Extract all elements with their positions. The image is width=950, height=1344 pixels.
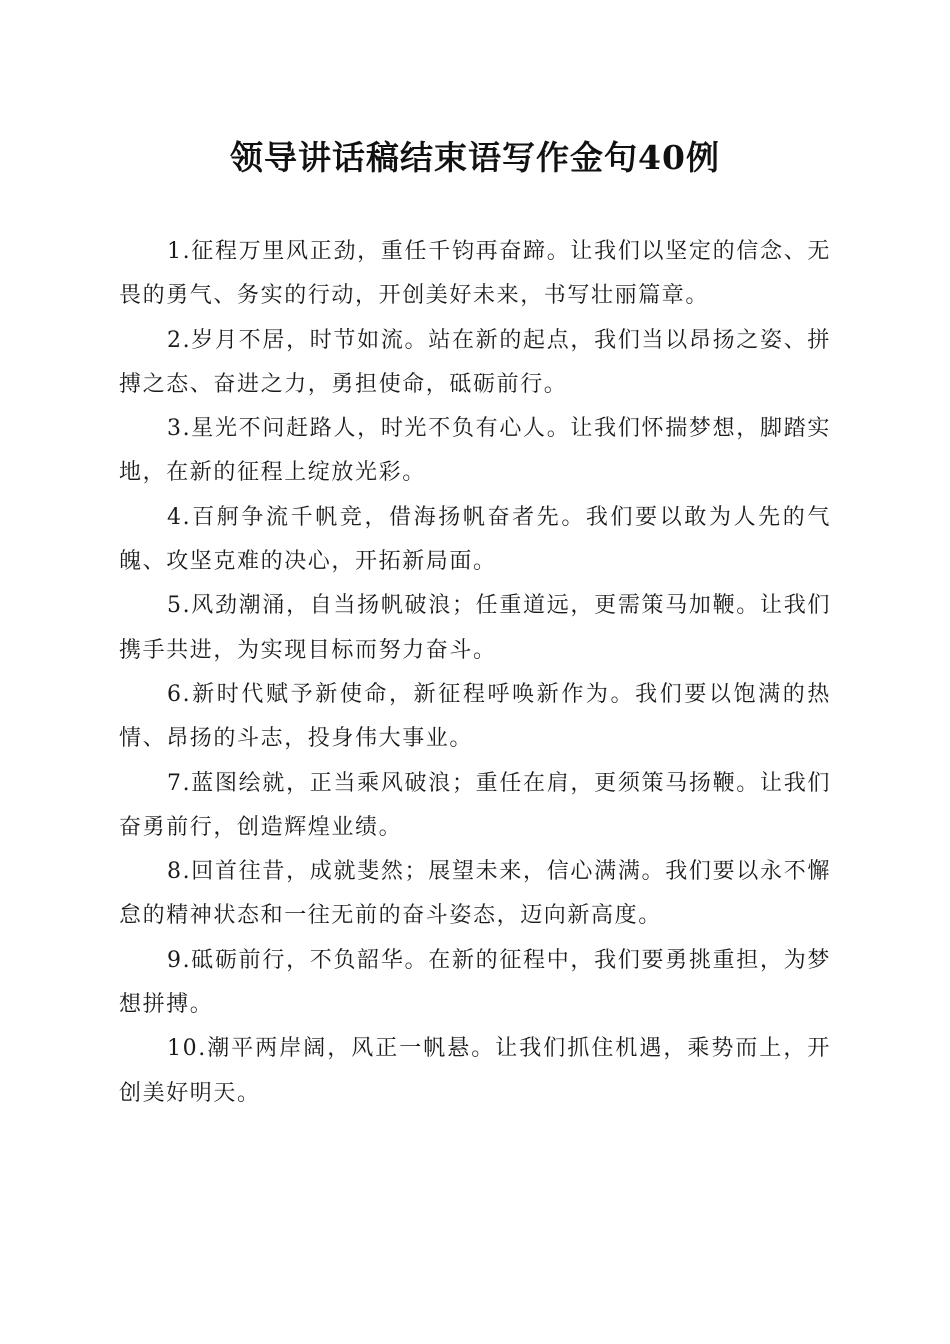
paragraph-4: 4.百舸争流千帆竞，借海扬帆奋者先。我们要以敢为人先的气魄、攻坚克难的决心，开拓新局面。 <box>119 504 831 575</box>
paragraph-1: 1.征程万里风正劲，重任千钧再奋蹄。让我们以坚定的信念、无畏的勇气、务实的行动，开创美好未来，书写壮丽篇章。 <box>119 239 831 309</box>
paragraph-7: 7.蓝图绘就，正当乘风破浪；重任在肩，更须策马扬鞭。让我们奋勇前行，创造辉煌业绩。 <box>119 770 831 840</box>
paragraph-3: 3.星光不问赶路人，时光不负有心人。让我们怀揣梦想，脚踏实地，在新的征程上绽放光彩。 <box>119 416 831 486</box>
paragraph-9: 9.砥砺前行，不负韶华。在新的征程中，我们要勇挑重担，为梦想拼搏。 <box>119 947 831 1018</box>
document-title: 领导讲话稿结束语写作金句40例 <box>230 138 720 177</box>
paragraph-8: 8.回首往昔，成就斐然；展望未来，信心满满。我们要以永不懈怠的精神状态和一往无前的奋斗姿态，迈向新高度。 <box>119 859 831 929</box>
paragraph-2: 2.岁月不居，时节如流。站在新的起点，我们当以昂扬之姿、拼搏之态、奋进之力，勇担使命，砥砺前行。 <box>119 327 831 397</box>
paragraph-5: 5.风劲潮涌，自当扬帆破浪；任重道远，更需策马加鞭。让我们携手共进，为实现目标而努力奋斗。 <box>119 593 831 663</box>
paragraph-6: 6.新时代赋予新使命，新征程呼唤新作为。我们要以饱满的热情、昂扬的斗志，投身伟大事业。 <box>119 681 831 752</box>
paragraph-10: 10.潮平两岸阔，风正一帆悬。让我们抓住机遇，乘势而上，开创美好明天。 <box>119 1036 831 1106</box>
document-body <box>119 230 831 1116</box>
